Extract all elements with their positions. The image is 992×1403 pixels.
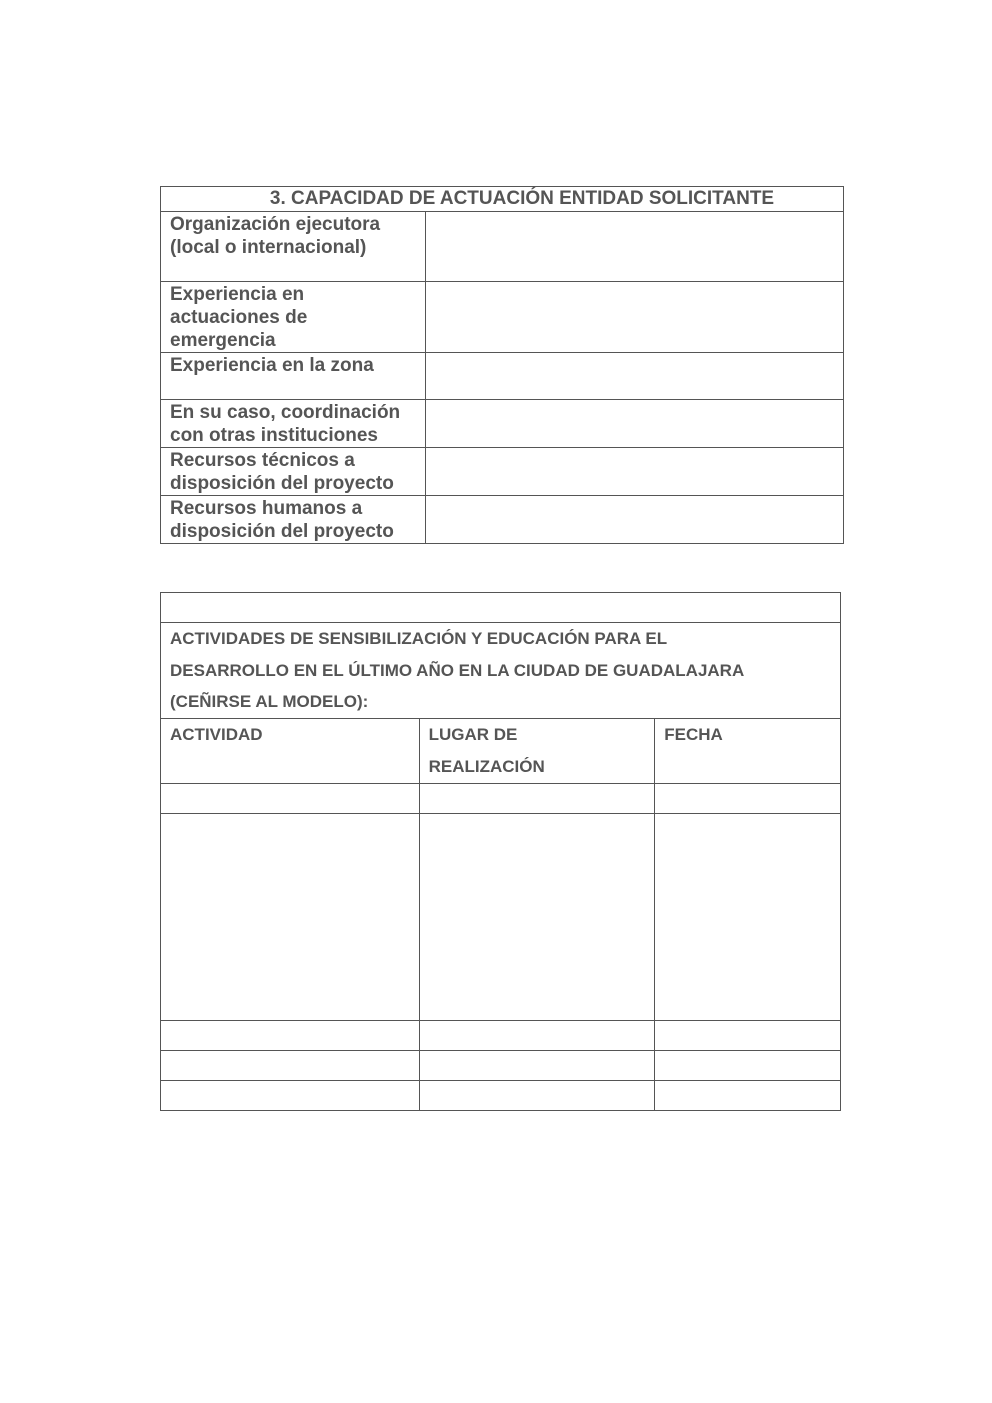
header-line-3: (CEÑIRSE AL MODELO): xyxy=(170,692,369,711)
column-header-lugar-line-1: LUGAR DE xyxy=(428,725,518,744)
table-row xyxy=(161,1081,841,1111)
actividades-section-header xyxy=(161,623,841,719)
row-label-experiencia-zona: Experiencia en la zona xyxy=(161,353,426,400)
row-value-experiencia-emergencia[interactable] xyxy=(425,282,843,353)
cell-fecha[interactable] xyxy=(655,1081,841,1111)
row-label-experiencia-emergencia: Experiencia en actuaciones de emergencia xyxy=(161,282,426,353)
table-row xyxy=(161,1021,841,1051)
cell-actividad[interactable] xyxy=(161,1051,420,1081)
row-value-recursos-tecnicos[interactable] xyxy=(425,448,843,496)
header-line-1: ACTIVIDADES DE SENSIBILIZACIÓN Y EDUCACIÓN PARA EL xyxy=(170,629,668,648)
row-value-organizacion[interactable] xyxy=(425,212,843,282)
header-line-2: DESARROLLO EN EL ÚLTIMO AÑO EN LA CIUDAD DE GUADALAJARA xyxy=(170,660,745,680)
cell-actividad[interactable] xyxy=(161,814,420,1021)
row-label-coordinacion: En su caso, coordinación con otras instituciones xyxy=(161,400,426,448)
column-header-fecha: FECHA xyxy=(655,719,841,784)
cell-fecha[interactable] xyxy=(655,784,841,814)
capacidad-actuacion-table xyxy=(160,186,844,544)
table-row xyxy=(161,1051,841,1081)
cell-lugar[interactable] xyxy=(419,1081,655,1111)
cell-actividad[interactable] xyxy=(161,784,420,814)
row-label-organizacion: Organización ejecutora (local o internacional) xyxy=(161,212,426,282)
cell-lugar[interactable] xyxy=(419,814,655,1021)
cell-lugar[interactable] xyxy=(419,784,655,814)
row-label-recursos-tecnicos: Recursos técnicos a disposición del proyecto xyxy=(161,448,426,496)
column-header-lugar xyxy=(419,719,655,784)
column-header-actividad: ACTIVIDAD xyxy=(161,719,420,784)
row-value-coordinacion[interactable] xyxy=(425,400,843,448)
cell-fecha[interactable] xyxy=(655,1021,841,1051)
column-header-lugar-line-2: REALIZACIÓN xyxy=(428,756,545,776)
cell-lugar[interactable] xyxy=(419,1021,655,1051)
cell-fecha[interactable] xyxy=(655,814,841,1021)
cell-fecha[interactable] xyxy=(655,1051,841,1081)
blank-header-row xyxy=(161,593,841,623)
cell-actividad[interactable] xyxy=(161,1081,420,1111)
row-value-experiencia-zona[interactable] xyxy=(425,353,843,400)
cell-actividad[interactable] xyxy=(161,1021,420,1051)
actividades-sensibilizacion-table xyxy=(160,592,841,1111)
cell-lugar[interactable] xyxy=(419,1051,655,1081)
table-row xyxy=(161,784,841,814)
row-value-recursos-humanos[interactable] xyxy=(425,496,843,544)
table-row xyxy=(161,814,841,1021)
section-title: 3. CAPACIDAD DE ACTUACIÓN ENTIDAD SOLICITANTE xyxy=(161,187,844,212)
row-label-recursos-humanos: Recursos humanos a disposición del proyecto xyxy=(161,496,426,544)
